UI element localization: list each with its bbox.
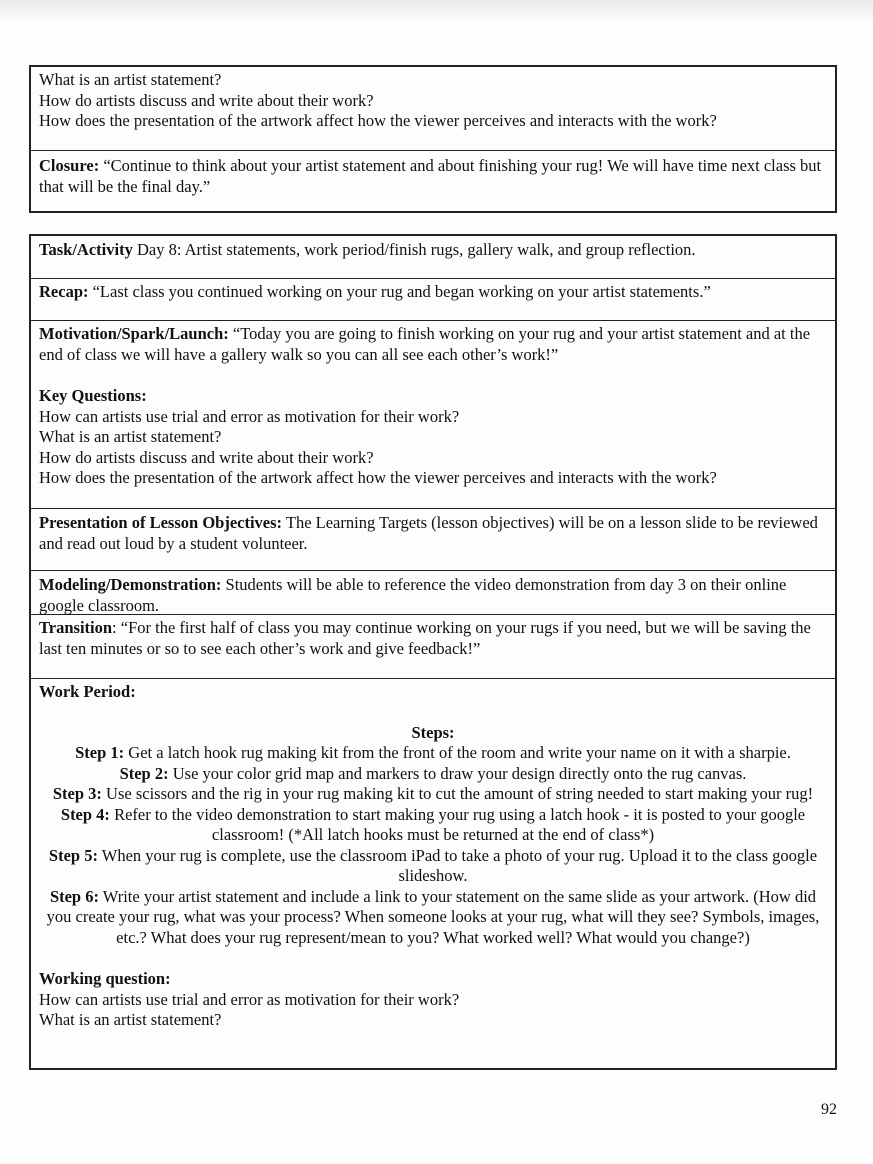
motivation-text: Motivation/Spark/Launch: “Today you are going to finish working on your rug and your artist statement and at the end of class we will have a gallery walk so you can all see each other’s work!” (39, 324, 811, 364)
task-text: Task/Activity Day 8: Artist statements, work period/finish rugs, gallery walk, and group reflection. (39, 240, 696, 259)
presentation-text: Presentation of Lesson Objectives: The Learning Targets (lesson objectives) will be on a lesson slide to be reviewed and read out loud by a student volunteer. (39, 513, 818, 553)
presentation-cell (31, 508, 835, 570)
working-question: What is an artist statement? (39, 1010, 222, 1029)
work-period-cell (31, 678, 835, 1068)
key-question: How does the presentation of the artwork affect how the viewer perceives and interacts with the work? (39, 468, 717, 487)
modeling-label: Modeling/Demonstration: (39, 575, 222, 594)
questions-cell (31, 67, 835, 150)
lesson-box-day8 (29, 234, 837, 1070)
lesson-box-day7-end (29, 65, 837, 213)
motivation-label: Motivation/Spark/Launch: (39, 324, 229, 343)
key-questions-heading: Key Questions: (39, 386, 147, 405)
question-line: How does the presentation of the artwork affect how the viewer perceives and interacts with the work? (39, 111, 717, 130)
step-5: Step 5: When your rug is complete, use the classroom iPad to take a photo of your rug. Upload it to the class google slideshow. (48, 845, 818, 885)
motivation-cell (31, 320, 835, 508)
recap-text: Recap: “Last class you continued working on your rug and began working on your artist statements.” (39, 282, 711, 301)
transition-cell (31, 614, 835, 678)
question-line: How do artists discuss and write about their work? (39, 90, 374, 110)
steps-heading: Steps: (411, 722, 455, 742)
modeling-cell (31, 570, 835, 614)
closure-text: Closure: “Continue to think about your artist statement and about finishing your rug! We will have time next class but that will be the final day.” (39, 156, 822, 196)
key-question: What is an artist statement? (39, 427, 222, 446)
recap-cell (31, 278, 835, 320)
step-6: Step 6: Write your artist statement and include a link to your statement on the same slide as your artwork. (How did you create your rug, what was your process? When someone looks at your rug, what will they see? Symbols, images, etc.? What does your rug represent/mean to you? What worked well? What would you change?) (46, 886, 820, 947)
working-question: How can artists use trial and error as motivation for their work? (39, 989, 460, 1009)
closure-cell (31, 150, 835, 211)
top-shadow (0, 0, 873, 22)
modeling-text: Modeling/Demonstration: Students will be able to reference the video demonstration from day 3 on their online google classroom. (39, 575, 787, 615)
key-question: How can artists use trial and error as motivation for their work? (39, 406, 460, 426)
task-label: Task/Activity (39, 240, 133, 259)
task-cell (31, 236, 835, 278)
presentation-label: Presentation of Lesson Objectives: (39, 513, 283, 532)
question-line: What is an artist statement? (39, 70, 222, 89)
page-number: 92 (821, 1101, 837, 1118)
recap-label: Recap: (39, 282, 89, 301)
closure-label: Closure: (39, 156, 100, 175)
working-question-heading: Working question: (39, 969, 171, 988)
work-period-heading: Work Period: (39, 682, 136, 701)
step-2: Step 2: Use your color grid map and markers to draw your design directly onto the rug canvas. (119, 763, 747, 783)
key-question: How do artists discuss and write about their work? (39, 447, 374, 467)
step-4: Step 4: Refer to the video demonstration to start making your rug using a latch hook - it is posted to your google classroom! (*All latch hooks must be returned at the end of class*) (60, 804, 806, 844)
transition-text: Transition: “For the first half of class you may continue working on your rugs if you need, but we will be saving the last ten minutes or so to see each other’s work and give feedback!” (39, 618, 811, 658)
step-1: Step 1: Get a latch hook rug making kit from the front of the room and write your name on it with a sharpie. (75, 743, 791, 762)
step-3: Step 3: Use scissors and the rig in your rug making kit to cut the amount of string needed to start making your rug! (52, 784, 814, 803)
transition-label: Transition (39, 618, 113, 637)
